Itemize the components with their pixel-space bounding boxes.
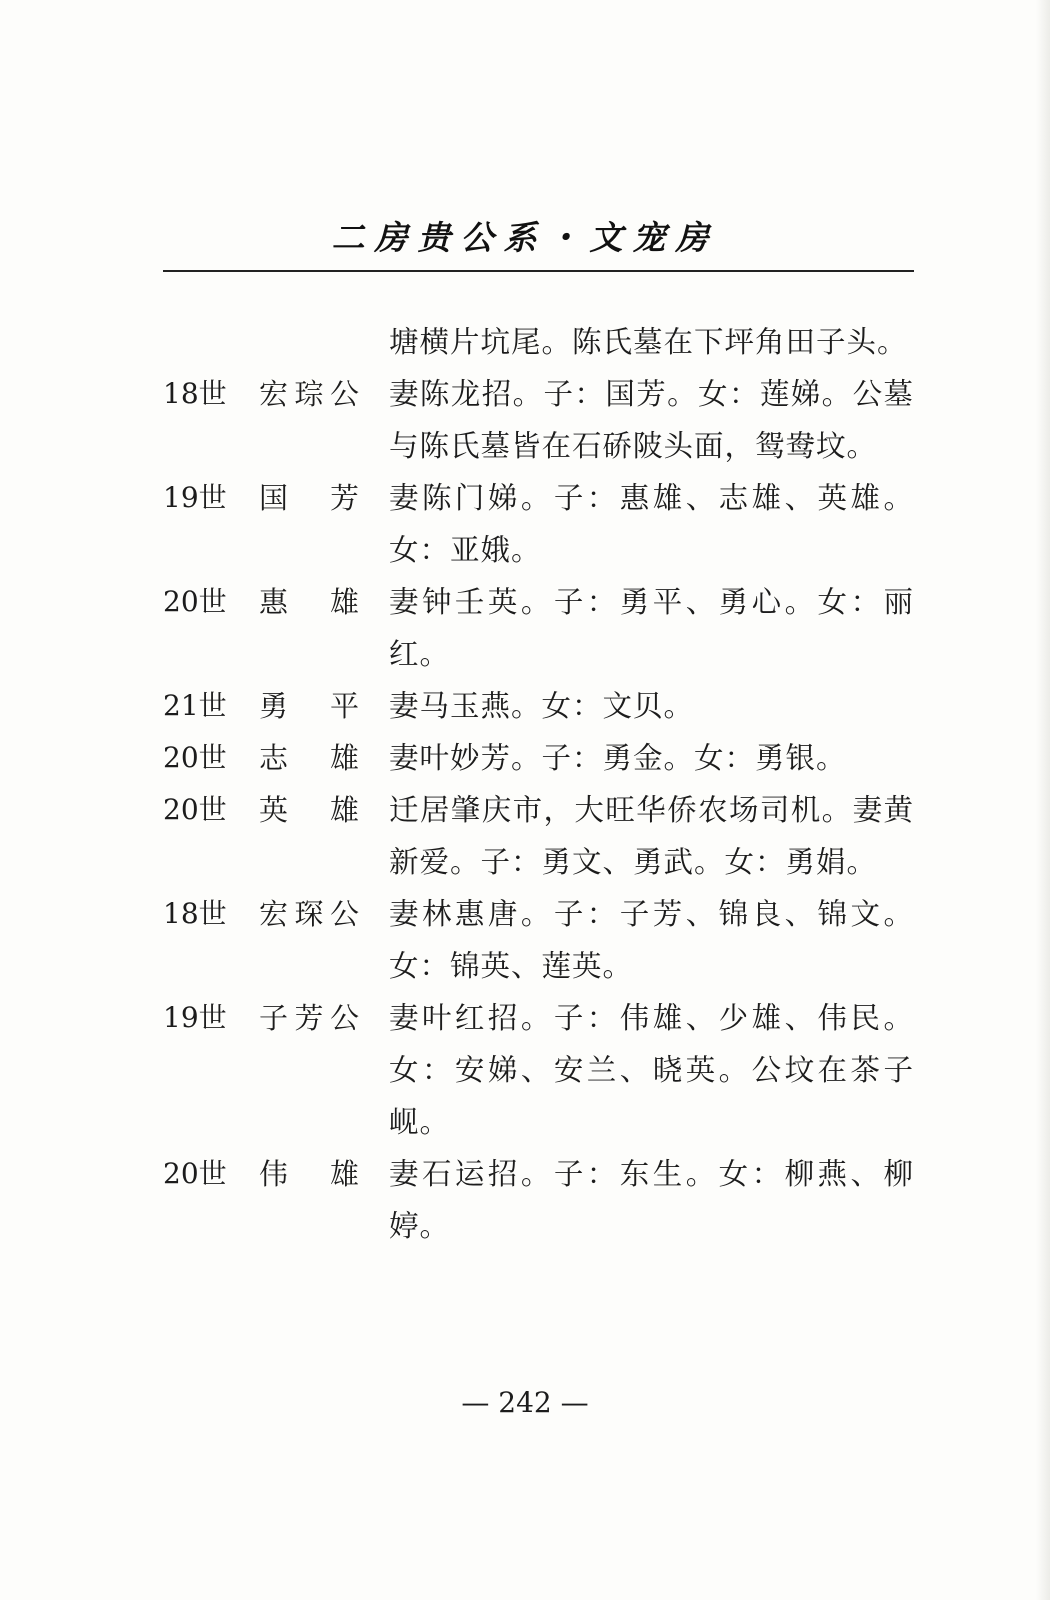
person-name: 国芳 bbox=[259, 481, 359, 515]
person-name: 伟雄 bbox=[259, 1157, 359, 1191]
person-name: 志雄 bbox=[259, 741, 359, 775]
genealogy-entry bbox=[163, 472, 914, 576]
genealogy-entry bbox=[163, 992, 914, 1148]
genealogy-entries bbox=[163, 316, 914, 1252]
entry-description: 迁居肇庆市，大旺华侨农场司机。妻黄新爱。子：勇文、勇武。女：勇娟。 bbox=[389, 793, 914, 879]
page-header-title: 二房贵公系・文宠房 bbox=[331, 218, 719, 257]
generation-label: 20世 bbox=[163, 585, 227, 618]
entry-description: 塘横片坑尾。陈氏墓在下坪角田子头。 bbox=[389, 325, 908, 359]
entry-description: 妻马玉燕。女：文贝。 bbox=[389, 689, 695, 723]
person-name: 宏琛公 bbox=[259, 897, 359, 931]
generation-label: 20世 bbox=[163, 793, 227, 826]
generation-label: 20世 bbox=[163, 1157, 227, 1190]
entry-description: 妻陈门娣。子：惠雄、志雄、英雄。女：亚娥。 bbox=[389, 481, 914, 567]
generation-label: 19世 bbox=[163, 1001, 227, 1034]
person-name: 子芳公 bbox=[259, 1001, 359, 1035]
entry-description: 妻叶红招。子：伟雄、少雄、伟民。女：安娣、安兰、晓英。公坟在茶子岘。 bbox=[389, 1001, 914, 1139]
genealogy-entry bbox=[163, 680, 914, 732]
genealogy-entry bbox=[163, 888, 914, 992]
genealogy-entry bbox=[163, 1148, 914, 1252]
generation-label: 18世 bbox=[163, 377, 227, 410]
generation-label: 19世 bbox=[163, 481, 227, 514]
person-name: 惠雄 bbox=[259, 585, 359, 619]
page-number: — 242 — bbox=[461, 1386, 589, 1419]
entry-description: 妻钟壬英。子：勇平、勇心。女：丽红。 bbox=[389, 585, 914, 671]
genealogy-entry bbox=[163, 368, 914, 472]
genealogy-entry bbox=[163, 576, 914, 680]
genealogy-entry bbox=[163, 784, 914, 888]
generation-label: 21世 bbox=[163, 689, 227, 722]
entry-description: 妻石运招。子：东生。女：柳燕、柳婷。 bbox=[389, 1157, 914, 1243]
person-name: 勇平 bbox=[259, 689, 359, 723]
header-divider bbox=[163, 270, 914, 272]
generation-label: 20世 bbox=[163, 741, 227, 774]
generation-label: 18世 bbox=[163, 897, 227, 930]
person-name: 宏琮公 bbox=[259, 377, 359, 411]
entry-description: 妻陈龙招。子：国芳。女：莲娣。公墓与陈氏墓皆在石硚陂头面，鸳鸯坟。 bbox=[389, 377, 914, 463]
entry-description: 妻林惠唐。子：子芳、锦良、锦文。女：锦英、莲英。 bbox=[389, 897, 914, 983]
entry-description: 妻叶妙芳。子：勇金。女：勇银。 bbox=[389, 741, 847, 775]
genealogy-entry bbox=[163, 732, 914, 784]
person-name: 英雄 bbox=[259, 793, 359, 827]
genealogy-entry bbox=[163, 316, 914, 368]
